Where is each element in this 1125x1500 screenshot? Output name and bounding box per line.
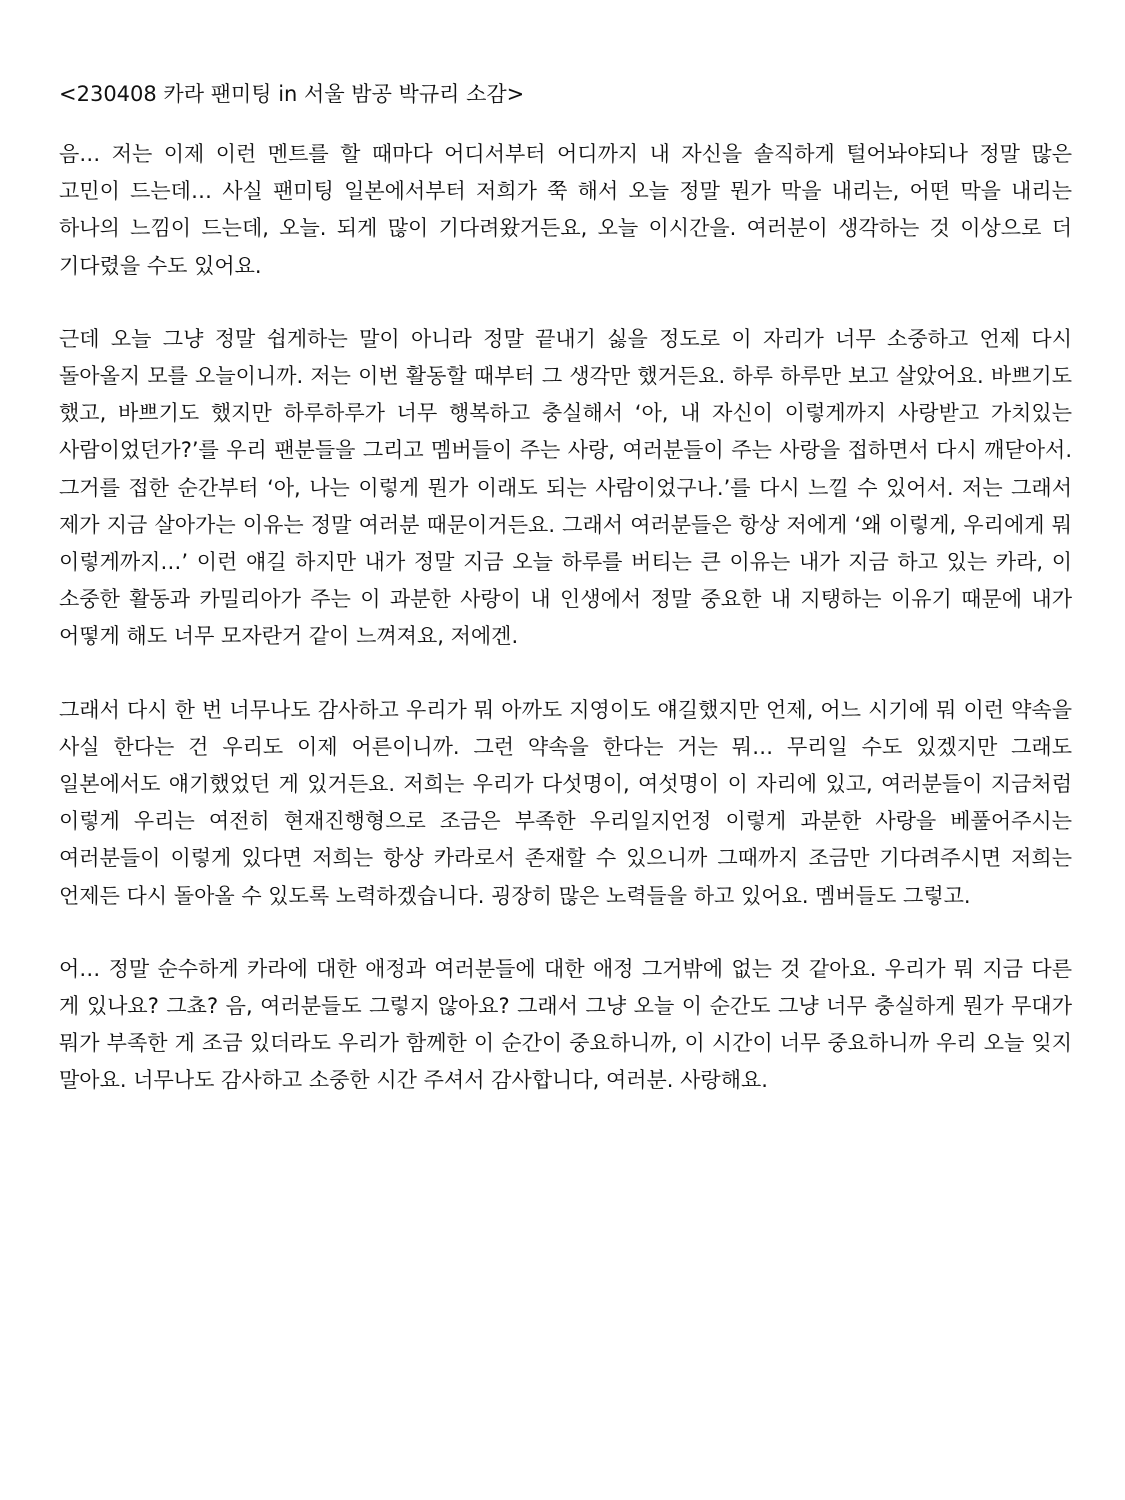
paragraph-1: 음… 저는 이제 이런 멘트를 할 때마다 어디서부터 어디까지 내 자신을 솔직하게 털어놔야되나 정말 많은 고민이 드는데… 사실 팬미팅 일본에서부터 저희가 쭉 해서 오늘 정말 뭔가 막을 내리는, 어떤 막을 내리는 하나의 느낌이 드는데, 오늘. 되게 많이 기다려왔거든요, 오늘 이시간을. 여러분이 생각하는 것 이상으로 더 기다렸을 수도 있어요. xyxy=(59,142,1072,278)
document-title: <230408 카라 팬미팅 in 서울 밤공 박규리 소감> xyxy=(59,82,525,106)
paragraph-2: 근데 오늘 그냥 정말 쉽게하는 말이 아니라 정말 끝내기 싫을 정도로 이 자리가 너무 소중하고 언제 다시 돌아올지 모를 오늘이니까. 저는 이번 활동할 때부터 그 생각만 했거든요. 하루 하루만 보고 살았어요. 바쁘기도 했고, 바쁘기도 했지만 하루하루가 너무 행복하고 충실해서 ‘아, 내 자신이 이렇게까지 사랑받고 가치있는 사람이었던가?’를 우리 팬분들을 그리고 멤버들이 주는 사랑, 여러분들이 주는 사랑을 접하면서 다시 깨닫아서. 그거를 접한 순간부터 ‘아, 나는 이렇게 뭔가 이래도 되는 사람이었구나.’를 다시 느낄 수 있어서. 저는 그래서 제가 지금 살아가는 이유는 정말 여러분 때문이거든요. 그래서 여러분들은 항상 저에게 ‘왜 이렇게, 우리에게 뭐 이렇게까지…’ 이런 얘길 하지만 내가 정말 지금 오늘 하루를 버티는 큰 이유는 내가 지금 하고 있는 카라, 이 소중한 활동과 카밀리아가 주는 이 과분한 사랑이 내 인생에서 정말 중요한 내 지탱하는 이유기 때문에 내가 어떻게 해도 너무 모자란거 같이 느껴져요, 저에겐. xyxy=(59,326,1072,649)
paragraph-3: 그래서 다시 한 번 너무나도 감사하고 우리가 뭐 아까도 지영이도 얘길했지만 언제, 어느 시기에 뭐 이런 약속을 사실 한다는 건 우리도 이제 어른이니까. 그런 약속을 한다는 거는 뭐… 무리일 수도 있겠지만 그래도 일본에서도 얘기했었던 게 있거든요. 저희는 우리가 다섯명이, 여섯명이 이 자리에 있고, 여러분들이 지금처럼 이렇게 우리는 여전히 현재진행형으로 조금은 부족한 우리일지언정 이렇게 과분한 사랑을 베풀어주시는 여러분들이 이렇게 있다면 저희는 항상 카라로서 존재할 수 있으니까 그때까지 조금만 기다려주시면 저희는 언제든 다시 돌아올 수 있도록 노력하겠습니다. 굉장히 많은 노력들을 하고 있어요. 멤버들도 그렇고. xyxy=(59,697,1072,908)
paragraph-4: 어… 정말 순수하게 카라에 대한 애정과 여러분들에 대한 애정 그거밖에 없는 것 같아요. 우리가 뭐 지금 다른 게 있나요? 그쵸? 음, 여러분들도 그렇지 않아요? 그래서 그냥 오늘 이 순간도 그냥 너무 충실하게 뭔가 무대가 뭐가 부족한 게 조금 있더라도 우리가 함께한 이 순간이 중요하니까, 이 시간이 너무 중요하니까 우리 오늘 잊지 말아요. 너무나도 감사하고 소중한 시간 주셔서 감사합니다, 여러분. 사랑해요. xyxy=(59,956,1072,1093)
